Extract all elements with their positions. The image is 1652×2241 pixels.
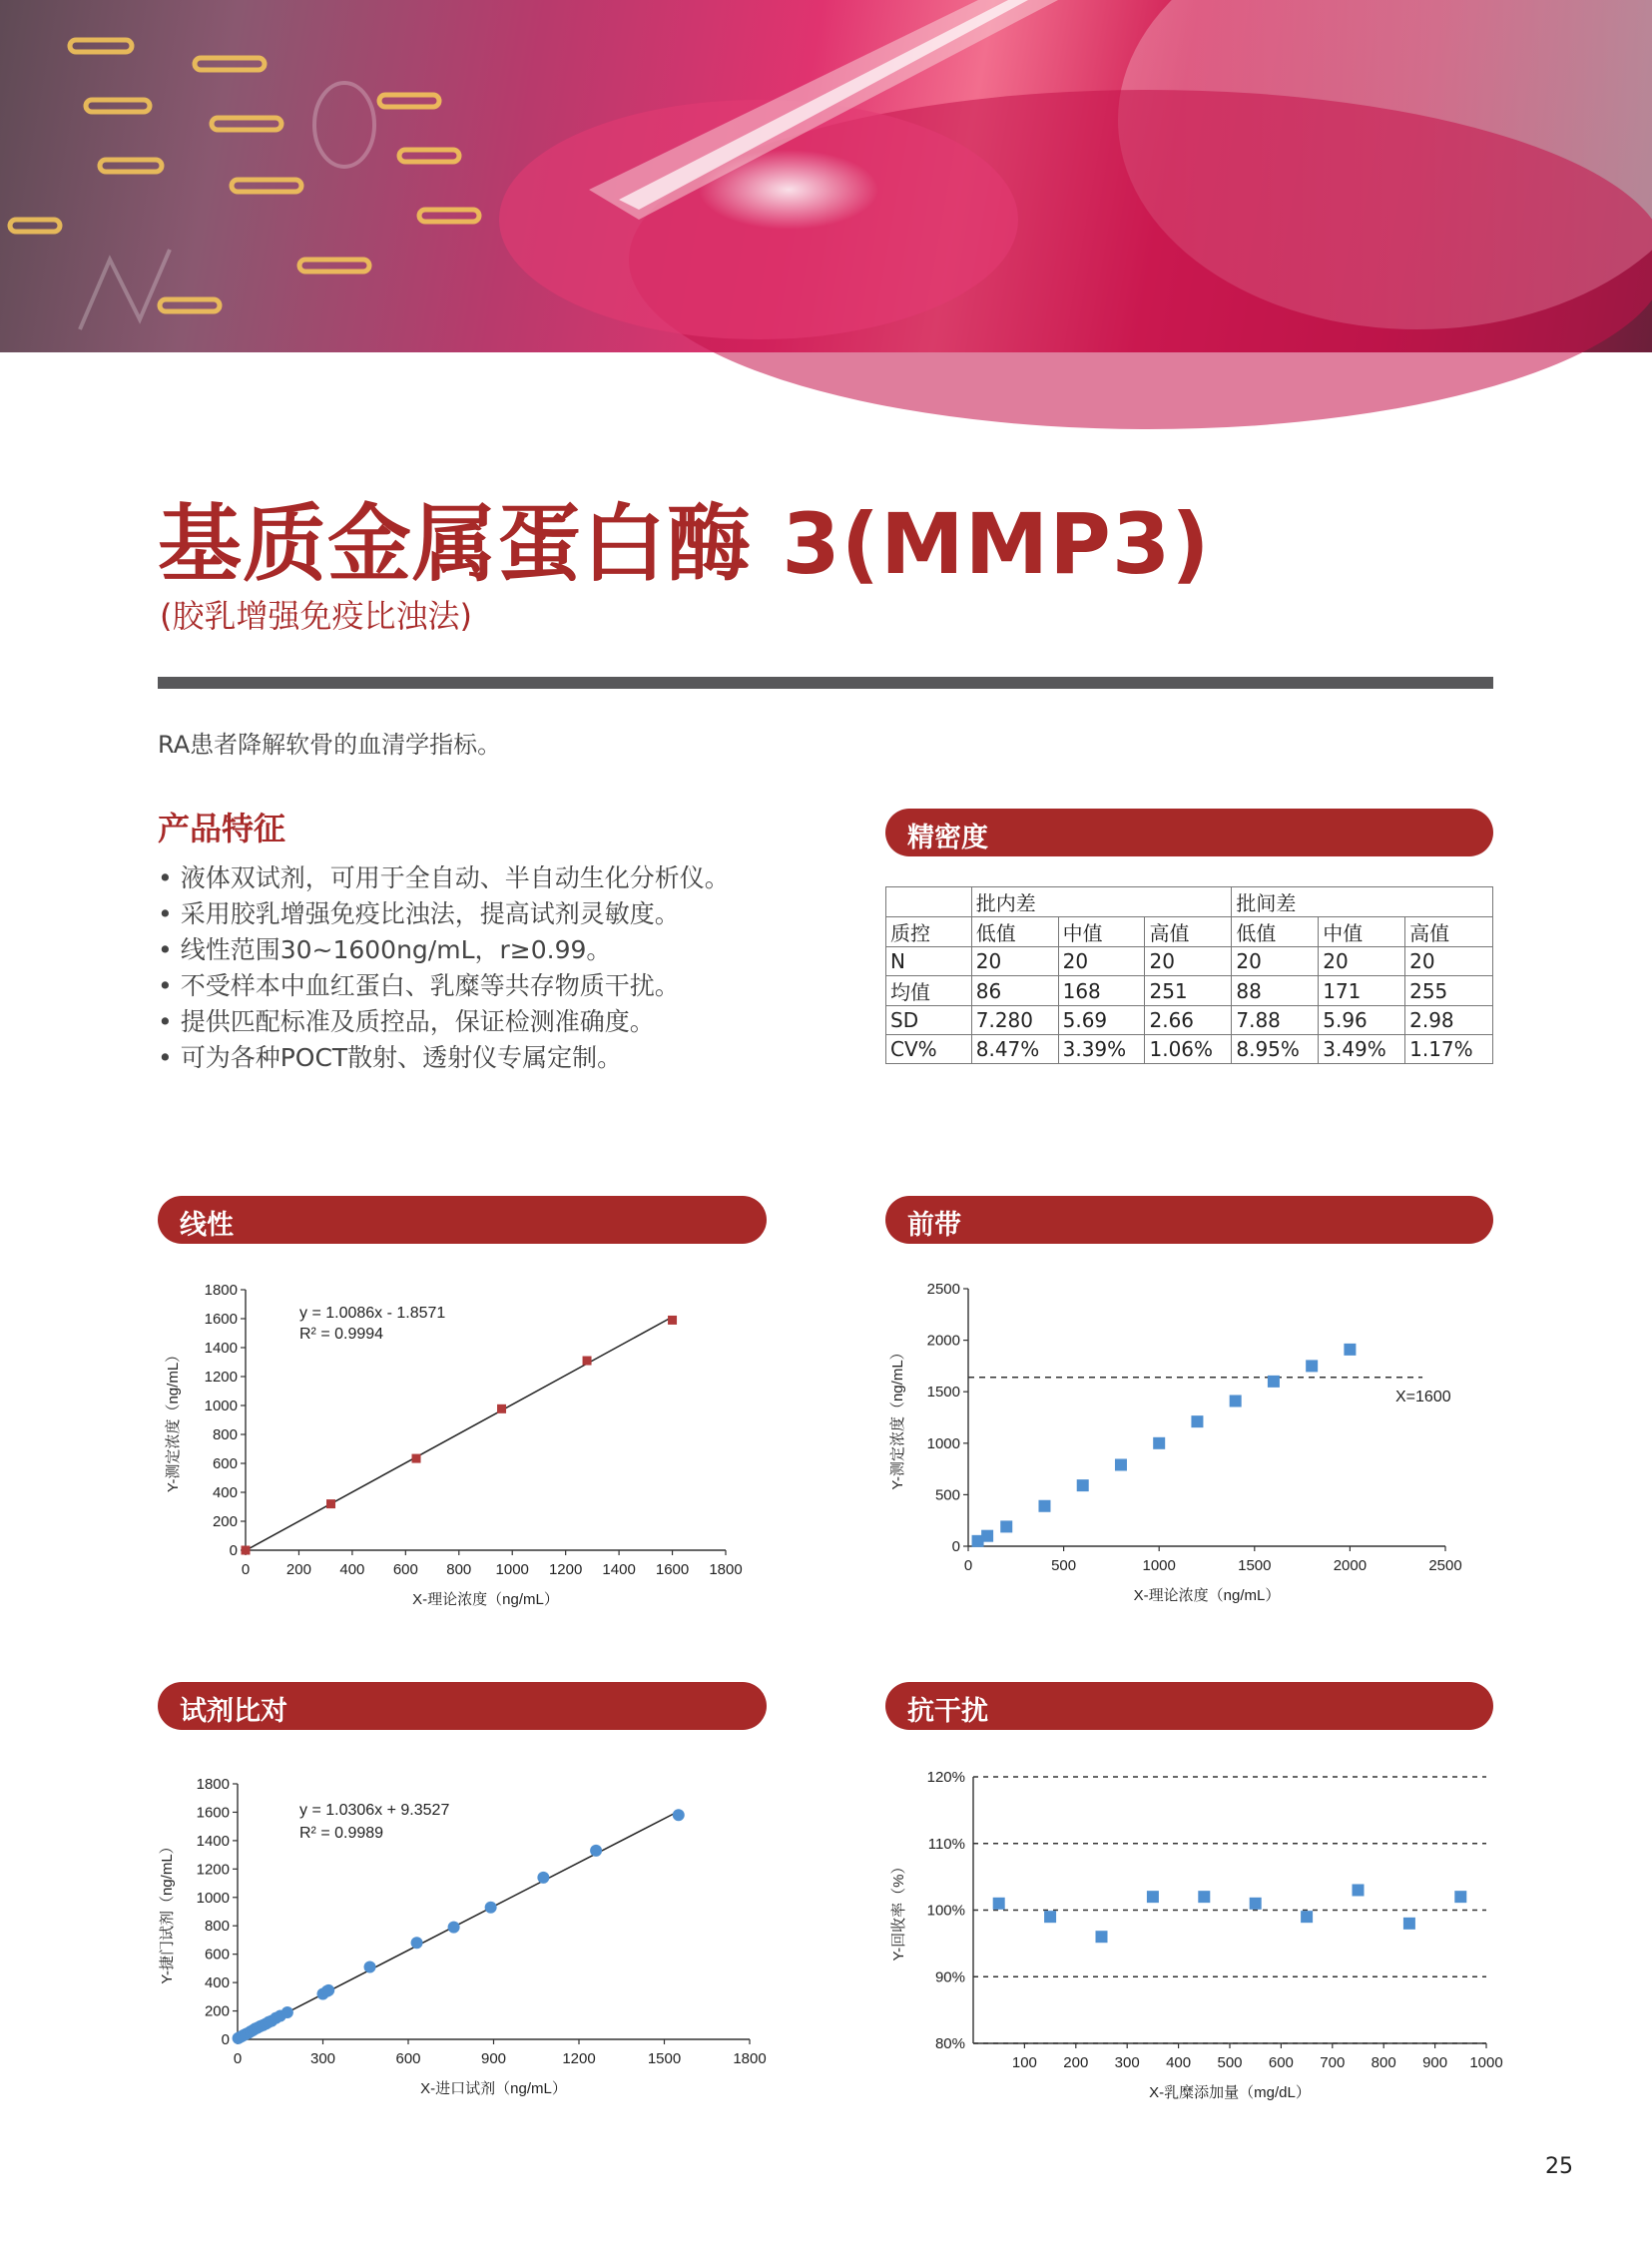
data-point — [583, 1357, 592, 1366]
x-tick-label: 1400 — [602, 1561, 636, 1578]
table-cell: 7.280 — [971, 1006, 1058, 1035]
y-axis-label: Y-回收率（%） — [890, 1859, 907, 1961]
x-tick-label: 500 — [1051, 1557, 1077, 1574]
data-point — [411, 1937, 423, 1949]
data-point — [668, 1316, 677, 1325]
title-divider — [158, 677, 1493, 689]
y-tick-label: 200 — [212, 1513, 238, 1530]
x-tick-label: 700 — [1320, 2054, 1346, 2071]
table-cell: 20 — [1145, 947, 1232, 976]
features-heading: 产品特征 — [158, 810, 286, 847]
table-cell: 5.96 — [1319, 1006, 1405, 1035]
x-tick-label: 1600 — [655, 1561, 690, 1578]
y-tick-label: 1600 — [196, 1804, 230, 1822]
table-cell: 20 — [1232, 947, 1319, 976]
x-axis-label: X-理论浓度（ng/mL） — [1133, 1587, 1281, 1604]
y-tick-label: 2500 — [926, 1281, 960, 1298]
table-header-cell: 高值 — [1405, 917, 1493, 947]
data-point — [1044, 1911, 1056, 1923]
data-point — [1147, 1891, 1159, 1903]
trendline — [246, 1317, 673, 1550]
data-point — [1230, 1395, 1242, 1406]
table-cell: 3.49% — [1319, 1035, 1405, 1064]
table-cell: 168 — [1058, 976, 1145, 1006]
table-header-cell: 低值 — [971, 917, 1058, 947]
table-cell: CV% — [886, 1035, 972, 1064]
y-tick-label: 400 — [204, 1974, 230, 1992]
x-tick-label: 200 — [285, 1561, 311, 1578]
table-header-cell: 质控 — [886, 917, 972, 947]
table-cell: 20 — [1405, 947, 1493, 976]
table-cell: 86 — [971, 976, 1058, 1006]
data-point — [1153, 1437, 1165, 1449]
x-tick-label: 300 — [309, 2050, 336, 2067]
x-tick-label: 500 — [1217, 2054, 1243, 2071]
group-between-header: 批间差 — [1232, 887, 1493, 917]
intro-text: RA患者降解软骨的血清学指标。 — [158, 731, 502, 759]
x-tick-label: 300 — [1114, 2054, 1140, 2071]
data-point — [1000, 1520, 1012, 1532]
page-title: 基质金属蛋白酶 3(MMP3) — [158, 495, 1211, 593]
x-tick-label: 900 — [1422, 2054, 1448, 2071]
y-tick-label: 1200 — [196, 1861, 230, 1879]
y-tick-label: 1400 — [196, 1832, 230, 1850]
y-tick-label: 400 — [212, 1484, 238, 1501]
table-cell: 7.88 — [1232, 1006, 1319, 1035]
y-tick-label: 120% — [926, 1769, 965, 1786]
table-row — [886, 976, 1493, 1006]
feature-list — [158, 860, 730, 1076]
table-cell: 均值 — [886, 976, 972, 1006]
data-point — [1115, 1458, 1127, 1470]
data-point — [1198, 1891, 1210, 1903]
data-point — [1454, 1891, 1466, 1903]
data-point — [497, 1404, 506, 1413]
data-point — [1353, 1884, 1365, 1896]
linearity-section-bar — [158, 1196, 767, 1244]
data-point — [993, 1898, 1005, 1910]
table-cell: 1.17% — [1405, 1035, 1493, 1064]
x-tick-label: 2000 — [1333, 1557, 1368, 1574]
y-tick-label: 90% — [934, 1968, 965, 1986]
data-point — [1191, 1415, 1203, 1427]
data-point — [1306, 1360, 1318, 1372]
x-tick-label: 1500 — [1238, 1557, 1272, 1574]
data-point — [1096, 1931, 1108, 1943]
table-row — [886, 887, 1493, 917]
x-axis-label: X-进口试剂（ng/mL） — [420, 2080, 567, 2097]
x-tick-label: 900 — [480, 2050, 507, 2067]
data-point — [1038, 1500, 1050, 1512]
y-tick-label: 200 — [204, 2002, 230, 2020]
x-tick-label: 1800 — [733, 2050, 767, 2067]
table-cell: 88 — [1232, 976, 1319, 1006]
y-tick-label: 1200 — [204, 1369, 238, 1386]
chart-annotation: X=1600 — [1395, 1389, 1451, 1405]
comparison-section-bar — [158, 1682, 767, 1730]
feature-item: • 液体双试剂，可用于全自动、半自动生化分析仪。 — [158, 860, 730, 896]
page-subtitle: (胶乳增强免疫比浊法) — [160, 597, 472, 635]
y-axis-label: Y-测定浓度（ng/mL） — [889, 1345, 906, 1490]
data-point — [322, 1984, 334, 1996]
data-point — [242, 1546, 251, 1555]
data-point — [326, 1499, 335, 1508]
x-tick-label: 2500 — [1428, 1557, 1462, 1574]
data-point — [281, 2006, 293, 2018]
interference-heading: 抗干扰 — [907, 1696, 988, 1727]
y-tick-label: 0 — [221, 2031, 230, 2048]
y-tick-label: 1000 — [204, 1398, 238, 1414]
data-point — [412, 1454, 421, 1463]
interference-section-bar — [885, 1682, 1493, 1730]
chart-annotation: y = 1.0306x + 9.3527 — [299, 1802, 450, 1819]
data-point — [1403, 1918, 1415, 1930]
data-point — [448, 1922, 460, 1934]
feature-item: • 线性范围30~1600ng/mL，r≥0.99。 — [158, 932, 730, 968]
x-tick-label: 1000 — [1469, 2054, 1503, 2071]
feature-item: • 提供匹配标准及质控品，保证检测准确度。 — [158, 1004, 730, 1040]
table-cell: 255 — [1405, 976, 1493, 1006]
table-header-cell: 高值 — [1145, 917, 1232, 947]
hero-decoration — [0, 0, 1652, 352]
x-tick-label: 400 — [1166, 2054, 1192, 2071]
x-tick-label: 1200 — [548, 1561, 583, 1578]
x-axis-label: X-理论浓度（ng/mL） — [412, 1591, 559, 1608]
x-axis-label: X-乳糜添加量（mg/dL） — [1149, 2084, 1311, 2101]
feature-item: • 采用胶乳增强免疫比浊法，提高试剂灵敏度。 — [158, 896, 730, 932]
interference-chart — [878, 1762, 1503, 2121]
x-tick-label: 1800 — [709, 1561, 743, 1578]
comparison-heading: 试剂比对 — [180, 1696, 287, 1727]
x-tick-label: 600 — [392, 1561, 418, 1578]
y-tick-label: 2000 — [926, 1332, 960, 1350]
table-cell: 3.39% — [1058, 1035, 1145, 1064]
data-point — [1301, 1911, 1313, 1923]
comparison-chart — [150, 1762, 769, 2121]
table-cell: 171 — [1319, 976, 1405, 1006]
y-tick-label: 0 — [229, 1542, 238, 1559]
hook-chart — [878, 1273, 1497, 1622]
y-tick-label: 1800 — [204, 1282, 238, 1299]
x-tick-label: 600 — [395, 2050, 421, 2067]
y-tick-label: 1400 — [204, 1340, 238, 1357]
y-tick-label: 600 — [204, 1946, 230, 1963]
table-cell: 8.95% — [1232, 1035, 1319, 1064]
data-point — [1250, 1898, 1262, 1910]
hero-lab-image — [0, 0, 1652, 352]
y-tick-label: 80% — [934, 2035, 965, 2052]
precision-table — [885, 886, 1493, 1064]
y-tick-label: 0 — [951, 1538, 960, 1555]
table-cell: 2.66 — [1145, 1006, 1232, 1035]
x-tick-label: 800 — [1371, 2054, 1396, 2071]
x-tick-label: 600 — [1268, 2054, 1294, 2071]
data-point — [673, 1809, 685, 1821]
data-point — [364, 1961, 376, 1972]
y-tick-label: 1800 — [196, 1776, 230, 1793]
y-tick-label: 500 — [934, 1486, 960, 1504]
x-tick-label: 200 — [1063, 2054, 1089, 2071]
table-row — [886, 1006, 1493, 1035]
table-cell: 251 — [1145, 976, 1232, 1006]
chart-annotation: R² = 0.9989 — [299, 1825, 384, 1842]
feature-item: • 不受样本中血红蛋白、乳糜等共存物质干扰。 — [158, 968, 730, 1004]
y-tick-label: 1000 — [926, 1434, 960, 1452]
linearity-chart — [150, 1273, 769, 1622]
y-tick-label: 1600 — [204, 1311, 238, 1328]
table-cell: 5.69 — [1058, 1006, 1145, 1035]
x-tick-label: 0 — [963, 1557, 973, 1574]
table-header-cell: 中值 — [1319, 917, 1405, 947]
table-row — [886, 1035, 1493, 1064]
table-header-row — [886, 917, 1493, 947]
data-point — [590, 1845, 602, 1857]
data-point — [537, 1872, 549, 1884]
y-axis-label: Y-捷门试剂（ng/mL） — [159, 1839, 176, 1984]
data-point — [1344, 1344, 1356, 1356]
chart-annotation: R² = 0.9994 — [299, 1326, 384, 1343]
data-point — [1268, 1376, 1280, 1388]
x-tick-label: 800 — [446, 1561, 472, 1578]
table-header-cell: 中值 — [1058, 917, 1145, 947]
table-header-cell: 低值 — [1232, 917, 1319, 947]
y-tick-label: 800 — [204, 1918, 230, 1936]
feature-item: • 可为各种POCT散射、透射仪专属定制。 — [158, 1040, 730, 1076]
group-within-header: 批内差 — [971, 887, 1232, 917]
x-tick-label: 400 — [339, 1561, 365, 1578]
table-cell: 1.06% — [1145, 1035, 1232, 1064]
table-cell: 8.47% — [971, 1035, 1058, 1064]
table-cell: N — [886, 947, 972, 976]
y-tick-label: 800 — [212, 1426, 238, 1443]
table-cell: 20 — [971, 947, 1058, 976]
y-tick-label: 1000 — [196, 1889, 230, 1907]
x-tick-label: 0 — [241, 1561, 251, 1578]
x-tick-label: 1200 — [562, 2050, 596, 2067]
table-cell: 20 — [1058, 947, 1145, 976]
hook-section-bar — [885, 1196, 1493, 1244]
y-tick-label: 100% — [926, 1902, 965, 1920]
y-tick-label: 1500 — [926, 1384, 960, 1401]
data-point — [1077, 1479, 1089, 1491]
table-cell: 2.98 — [1405, 1006, 1493, 1035]
table-cell: 20 — [1319, 947, 1405, 976]
x-tick-label: 1000 — [1142, 1557, 1176, 1574]
data-point — [981, 1530, 993, 1542]
y-axis-label: Y-测定浓度（ng/mL） — [165, 1347, 182, 1493]
linearity-heading: 线性 — [180, 1210, 234, 1241]
y-tick-label: 600 — [212, 1455, 238, 1472]
x-tick-label: 1000 — [495, 1561, 529, 1578]
hook-heading: 前带 — [907, 1210, 961, 1241]
chart-annotation: y = 1.0086x - 1.8571 — [299, 1305, 446, 1322]
table-row — [886, 947, 1493, 976]
x-tick-label: 100 — [1011, 2054, 1037, 2071]
y-tick-label: 110% — [927, 1835, 965, 1853]
table-cell: SD — [886, 1006, 972, 1035]
table-cell — [886, 887, 972, 917]
x-tick-label: 0 — [233, 2050, 243, 2067]
precision-heading: 精密度 — [907, 823, 988, 853]
page-number: 25 — [1545, 2154, 1573, 2179]
data-point — [485, 1902, 497, 1914]
precision-section-bar — [885, 809, 1493, 856]
x-tick-label: 1500 — [647, 2050, 682, 2067]
